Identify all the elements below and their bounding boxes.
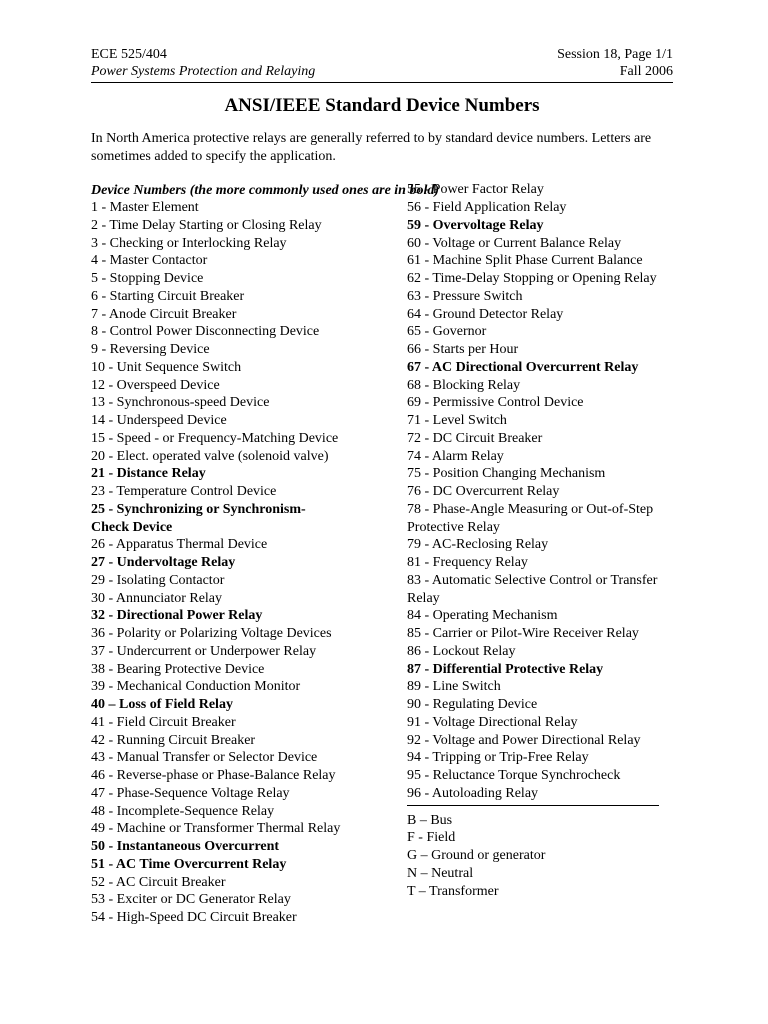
device-item: 87 - Differential Protective Relay (407, 661, 604, 677)
device-item: 21 - Distance Relay (91, 466, 206, 482)
device-item: Protective Relay (407, 519, 500, 535)
intro-paragraph: In North America protective relays are generally referred to by standard device numbers. Letters are sometimes added to specify the application. (91, 131, 652, 164)
device-item: 25 - Synchronizing or Synchronism- (91, 501, 306, 517)
device-item: 10 - Unit Sequence Switch (91, 359, 242, 375)
device-item: 94 - Tripping or Trip-Free Relay (407, 750, 589, 766)
device-item: 32 - Directional Power Relay (91, 608, 263, 624)
device-item: 63 - Pressure Switch (407, 288, 523, 304)
device-item: 62 - Time-Delay Stopping or Opening Relay (407, 271, 657, 286)
device-item: 39 - Mechanical Conduction Monitor (91, 679, 301, 695)
device-item: 51 - AC Time Overcurrent Relay (91, 856, 287, 872)
device-item: 75 - Position Changing Mechanism (407, 466, 606, 482)
device-item: 7 - Anode Circuit Breaker (91, 306, 237, 322)
device-item: 5 - Stopping Device (91, 271, 204, 286)
device-item: 67 - AC Directional Overcurrent Relay (407, 359, 639, 375)
device-item: 15 - Speed - or Frequency-Matching Device (91, 430, 339, 446)
device-item: 27 - Undervoltage Relay (91, 555, 236, 570)
device-item: 37 - Undercurrent or Underpower Relay (91, 643, 317, 659)
device-item: 40 – Loss of Field Relay (91, 697, 233, 712)
page-title: ANSI/IEEE Standard Device Numbers (224, 95, 540, 116)
device-item: 20 - Elect. operated valve (solenoid valve) (91, 448, 329, 464)
legend-divider (407, 805, 659, 806)
device-item: 89 - Line Switch (407, 679, 501, 695)
device-item: 90 - Regulating Device (407, 697, 538, 712)
device-item: 43 - Manual Transfer or Selector Device (91, 750, 318, 766)
device-item: 64 - Ground Detector Relay (407, 306, 564, 322)
device-item: 12 - Overspeed Device (91, 377, 220, 393)
legend-item: N – Neutral (407, 865, 474, 881)
device-item: 47 - Phase-Sequence Voltage Relay (91, 785, 290, 801)
device-item: 6 - Starting Circuit Breaker (91, 288, 245, 304)
document-page (91, 46, 673, 925)
device-item: 66 - Starts per Hour (407, 342, 519, 357)
device-item: 49 - Machine or Transformer Thermal Relay (91, 821, 341, 837)
device-list-heading: Device Numbers (the more commonly used ones are in bold) (91, 183, 440, 198)
device-item: 83 - Automatic Selective Control or Transfer (407, 572, 658, 588)
device-item: 50 - Instantaneous Overcurrent (91, 839, 280, 854)
device-item: 53 - Exciter or DC Generator Relay (91, 892, 291, 908)
term: Fall 2006 (619, 64, 673, 79)
course-subject: Power Systems Protection and Relaying (91, 64, 316, 79)
device-item: 9 - Reversing Device (91, 342, 210, 357)
device-item: 14 - Underspeed Device (91, 413, 227, 428)
device-item: 36 - Polarity or Polarizing Voltage Devices (91, 626, 332, 641)
device-item: 55 - Power Factor Relay (407, 182, 544, 198)
device-item: 30 - Annunciator Relay (91, 590, 223, 606)
device-item: 60 - Voltage or Current Balance Relay (407, 235, 622, 251)
device-item: 23 - Temperature Control Device (91, 484, 277, 499)
device-item: 38 - Bearing Protective Device (91, 661, 265, 677)
device-item: 96 - Autoloading Relay (407, 785, 539, 801)
device-item: 46 - Reverse-phase or Phase-Balance Relay (91, 768, 336, 783)
device-item: 68 - Blocking Relay (407, 377, 521, 393)
device-item: Check Device (91, 519, 173, 535)
device-item: 76 - DC Overcurrent Relay (407, 484, 560, 499)
device-item: 86 - Lockout Relay (407, 643, 516, 659)
device-item: 48 - Incomplete-Sequence Relay (91, 803, 275, 819)
device-item: 91 - Voltage Directional Relay (407, 714, 578, 730)
device-item: 61 - Machine Split Phase Current Balance (407, 253, 643, 269)
device-item: 52 - AC Circuit Breaker (91, 874, 226, 890)
legend-item: F - Field (407, 830, 456, 846)
device-item: 41 - Field Circuit Breaker (91, 714, 236, 730)
device-item: 92 - Voltage and Power Directional Relay (407, 732, 641, 748)
device-item: 29 - Isolating Contactor (91, 572, 225, 588)
device-item: 74 - Alarm Relay (407, 448, 504, 464)
device-item: 13 - Synchronous-speed Device (91, 395, 270, 411)
device-list-right-column (407, 181, 677, 900)
page-header (91, 46, 673, 83)
device-item: 26 - Apparatus Thermal Device (91, 537, 268, 553)
device-item: 2 - Time Delay Starting or Closing Relay (91, 217, 322, 233)
device-item: 85 - Carrier or Pilot-Wire Receiver Relay (407, 626, 639, 641)
device-item: 79 - AC-Reclosing Relay (407, 537, 549, 553)
device-list-left-column (91, 199, 391, 927)
device-item: 54 - High-Speed DC Circuit Breaker (91, 910, 297, 925)
device-item: 69 - Permissive Control Device (407, 395, 584, 411)
legend-item: G – Ground or generator (407, 848, 546, 863)
device-item: 56 - Field Application Relay (407, 200, 567, 215)
session-info: Session 18, Page 1/1 (557, 47, 673, 62)
device-item: 65 - Governor (407, 324, 487, 340)
device-item: 95 - Reluctance Torque Synchrocheck (407, 768, 621, 783)
device-item: 71 - Level Switch (407, 413, 507, 428)
device-item: 81 - Frequency Relay (407, 555, 528, 570)
legend-item: T – Transformer (407, 883, 499, 899)
device-item: 8 - Control Power Disconnecting Device (91, 324, 320, 340)
device-item: 78 - Phase-Angle Measuring or Out-of-Step (407, 501, 654, 517)
device-item: 72 - DC Circuit Breaker (407, 430, 543, 446)
legend-item: B – Bus (407, 812, 453, 828)
course-number: ECE 525/404 (91, 47, 167, 62)
device-item: 84 - Operating Mechanism (407, 608, 558, 624)
device-item: 1 - Master Element (91, 200, 199, 215)
device-item: 59 - Overvoltage Relay (407, 217, 544, 233)
device-item: 3 - Checking or Interlocking Relay (91, 235, 287, 251)
device-item: 42 - Running Circuit Breaker (91, 732, 256, 748)
device-item: Relay (407, 590, 440, 606)
device-item: 4 - Master Contactor (91, 253, 208, 269)
